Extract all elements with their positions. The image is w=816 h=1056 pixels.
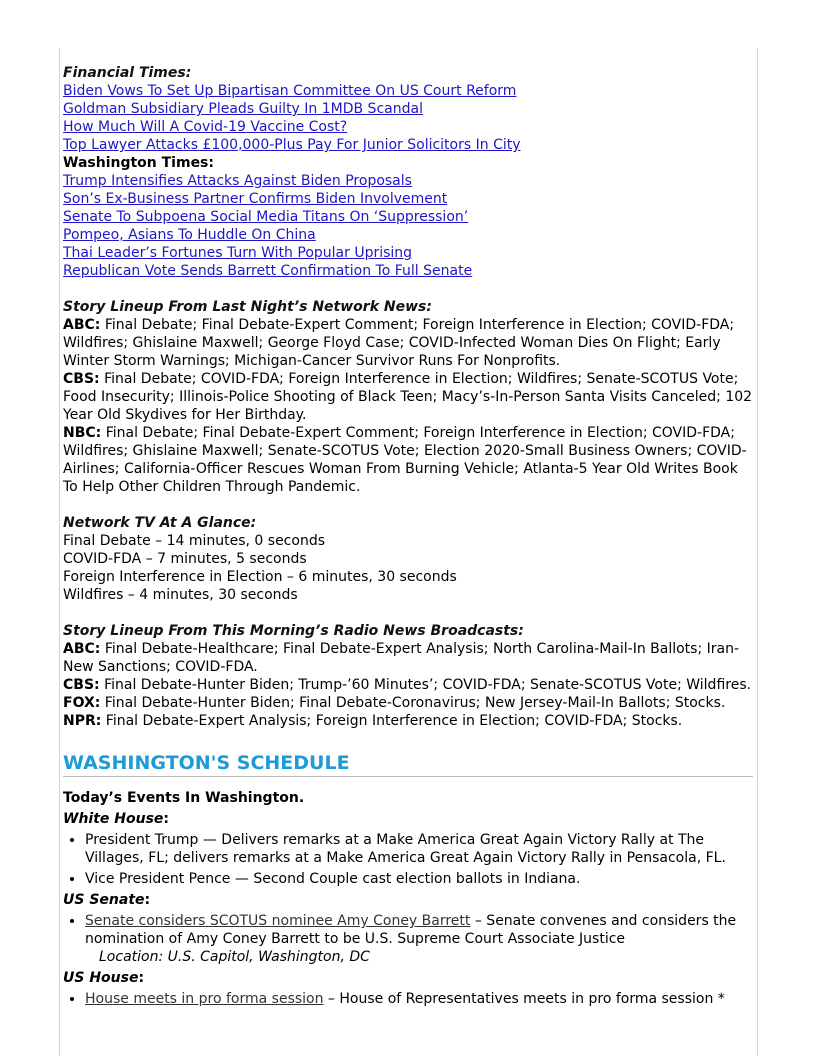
schedule-title: WASHINGTON'S SCHEDULE: [63, 751, 753, 777]
senate-list: [63, 912, 753, 966]
house-event-link[interactable]: House meets in pro forma session: [85, 991, 324, 1007]
house-heading: [63, 969, 753, 987]
network-label: FOX:: [63, 695, 101, 711]
house-colon: :: [138, 970, 145, 986]
ft-link[interactable]: How Much Will A Covid-19 Vaccine Cost?: [63, 119, 348, 135]
radio-news-item: [63, 676, 753, 694]
network-news-item: [63, 316, 753, 370]
white-house-list: [63, 831, 753, 888]
network-tv-line: COVID-FDA – 7 minutes, 5 seconds: [63, 551, 307, 567]
wt-link[interactable]: Trump Intensifies Attacks Against Biden Proposals: [63, 173, 412, 189]
senate-event-text: – Senate convenes and considers the nomination of Amy Coney Barrett to be U.S. Supreme Court Associate Justice: [85, 913, 737, 947]
senate-colon: :: [144, 892, 151, 908]
network-stories: Final Debate; Final Debate-Expert Comment; Foreign Interference in Election; COVID-FDA; Wildfires; Ghislaine Maxwell; George Floyd Case; COVID-Infected Woman Dies On Flight; Early Winter Storm Warnings; Michigan-Cancer Survivor Runs For Nonprofits.: [63, 317, 735, 369]
radio-news-item: [63, 712, 753, 730]
house-event-text: – House of Representatives meets in pro forma session *: [323, 991, 725, 1007]
ft-link[interactable]: Top Lawyer Attacks £100,000-Plus Pay For Junior Solicitors In City: [63, 137, 521, 153]
network-stories: Final Debate; COVID-FDA; Foreign Interference in Election; Wildfires; Senate-SCOTUS Vote; Food Insecurity; Illinois-Police Shooting of Black Teen; Macy’s-In-Person Santa Visits Canceled; 102 Year Old Skydives for Her Birthday.: [63, 371, 753, 423]
source-financial-times: Financial Times:: [63, 65, 192, 81]
white-house-colon: :: [163, 811, 170, 827]
network-stories: Final Debate; Final Debate-Expert Comment; Foreign Interference in Election; COVID-FDA; Wildfires; Ghislaine Maxwell; Senate-SCOTUS Vote; Election 2020-Small Business Owners; COVID-Airlines; California-Officer Rescues Woman From Burning Vehicle; Atlanta-5 Year Old Writes Book To Help Other Children Through Pandemic.: [63, 425, 747, 495]
radio-news-item: [63, 694, 753, 712]
radio-stories: Final Debate-Hunter Biden; Final Debate-Coronavirus; New Jersey-Mail-In Ballots; Stocks.: [100, 695, 726, 711]
senate-label: US Senate: [63, 892, 145, 908]
senate-event-link[interactable]: Senate considers SCOTUS nominee Amy Coney Barrett: [85, 913, 471, 929]
wt-link[interactable]: Senate To Subpoena Social Media Titans On ‘Suppression’: [63, 209, 469, 225]
network-tv-line: Final Debate – 14 minutes, 0 seconds: [63, 533, 325, 549]
radio-news-heading: Story Lineup From This Morning’s Radio News Broadcasts:: [63, 623, 524, 639]
network-news-item: [63, 370, 753, 424]
white-house-heading: [63, 810, 753, 828]
wt-link[interactable]: Republican Vote Sends Barrett Confirmation To Full Senate: [63, 263, 473, 279]
radio-stories: Final Debate-Expert Analysis; Foreign Interference in Election; COVID-FDA; Stocks.: [101, 713, 683, 729]
white-house-label: White House: [63, 811, 164, 827]
senate-event: [85, 912, 753, 966]
ft-link[interactable]: Biden Vows To Set Up Bipartisan Committee On US Court Reform: [63, 83, 517, 99]
network-label: ABC:: [63, 641, 101, 657]
radio-news-item: [63, 640, 753, 676]
network-news-heading: Story Lineup From Last Night’s Network News:: [63, 299, 432, 315]
network-tv-heading: Network TV At A Glance:: [63, 515, 257, 531]
network-label: NPR:: [63, 713, 102, 729]
radio-stories: Final Debate-Hunter Biden; Trump-’60 Minutes’; COVID-FDA; Senate-SCOTUS Vote; Wildfires.: [99, 677, 752, 693]
white-house-event: • President Trump — Delivers remarks at a Make America Great Again Victory Rally at The Villages, FL; delivers remarks at a Make America Great Again Victory Rally in Pensacola, FL.: [85, 831, 753, 867]
today-events-heading: Today’s Events In Washington.: [63, 790, 305, 806]
wt-link[interactable]: Thai Leader’s Fortunes Turn With Popular Uprising: [63, 245, 413, 261]
ft-link[interactable]: Goldman Subsidiary Pleads Guilty In 1MDB Scandal: [63, 101, 423, 117]
newsletter-body: [63, 64, 753, 1011]
white-house-event: • Vice President Pence — Second Couple cast election ballots in Indiana.: [85, 870, 753, 888]
network-label: ABC:: [63, 317, 101, 333]
network-tv-line: Foreign Interference in Election – 6 minutes, 30 seconds: [63, 569, 457, 585]
network-label: CBS:: [63, 371, 100, 387]
house-list: [63, 990, 753, 1008]
house-event: [85, 990, 753, 1008]
senate-location: Location: U.S. Capitol, Washington, DC: [99, 949, 370, 965]
network-news-item: [63, 424, 753, 496]
source-washington-times: Washington Times:: [63, 155, 214, 171]
house-label: US House: [63, 970, 139, 986]
page-border-left: [59, 48, 60, 1056]
senate-heading: [63, 891, 753, 909]
network-tv-line: Wildfires – 4 minutes, 30 seconds: [63, 587, 298, 603]
network-label: CBS:: [63, 677, 100, 693]
page-border-right: [757, 48, 758, 1056]
wt-link[interactable]: Son’s Ex-Business Partner Confirms Biden Involvement: [63, 191, 448, 207]
network-label: NBC:: [63, 425, 102, 441]
wt-link[interactable]: Pompeo, Asians To Huddle On China: [63, 227, 316, 243]
radio-stories: Final Debate-Healthcare; Final Debate-Expert Analysis; North Carolina-Mail-In Ballots; Iran-New Sanctions; COVID-FDA.: [63, 641, 740, 675]
